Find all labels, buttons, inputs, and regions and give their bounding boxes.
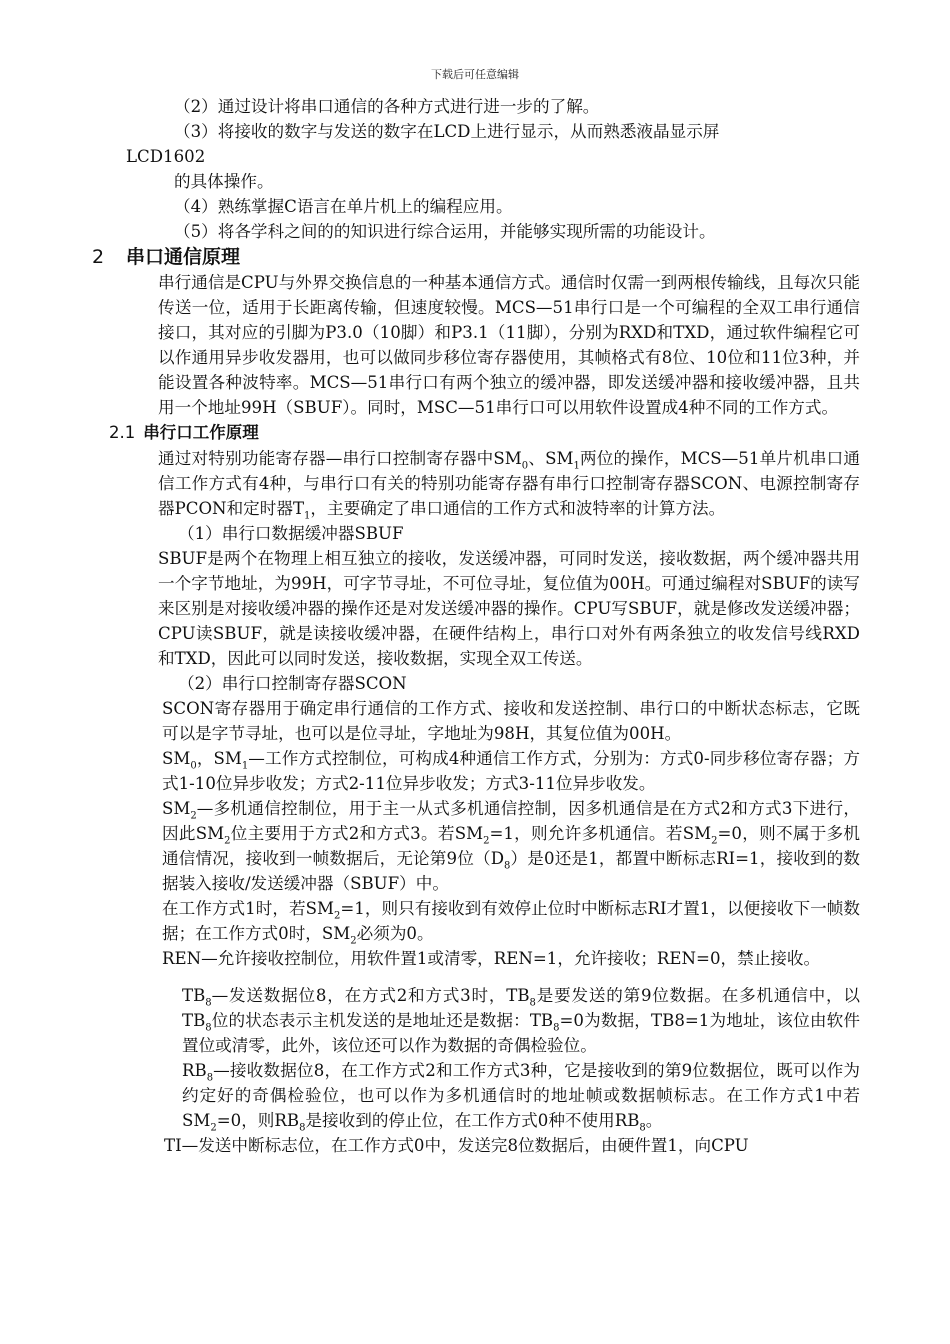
sbuf-paragraph: SBUF是两个在物理上相互独立的接收，发送缓冲器，可同时发送，接收数据，两个缓冲器共用一个字节地址，为99H，可字节寻址，不可位寻址，复位值为00H。可通过编程对SBUF的读写来区别是对接收缓冲器的操作还是对发送缓冲器的操作。CPU写SBUF，就是修改发送缓冲器； CPU读SBUF，就是读接收缓冲器，在硬件结构上，串行口对外有两条独立的收发信号线RXD和TXD，因此可以同时发送，接收数据，实现全双工传送。 [158,549,860,668]
ti-paragraph: TI—发送中断标志位，在工作方式0中，发送完8位数据后，由硬件置1，向CPU [164,1136,749,1155]
objective-item-2: （2）通过设计将串口通信的各种方式进行进一步的了解。 [174,97,600,116]
objective-item-5: （5）将各学科之间的的知识进行综合运用，并能够实现所需的功能设计。 [174,222,716,241]
subsection-number: 2.1 [109,423,136,442]
section-2-paragraph: 串行通信是CPU与外界交换信息的一种基本通信方式。通信时仅需一到两根传输线，且每次只能传送一位，适用于长距离传输，但速度较慢。MCS—51串行口是一个可编程的全双工串行通信接口，其对应的引脚为P3.0（10脚）和P3.1（11脚），分别为RXD和TXD，通过软件编程它可以作通用异步收发器用，也可以做同步移位寄存器使用，其帧格式有8位、10位和11位3种，并能设置各种波特率。MCS—51串行口有两个独立的缓冲器，即发送缓冲器和接收缓冲器，且共用一个地址99H（SBUF）。同时，MSC—51串行口可以用软件设置成4种不同的工作方式。 [158,273,860,417]
document-body [92,94,861,1158]
sm0-sm1-paragraph: $SM_0$，$SM_1—$工作方式控制位，可构成4种通信工作方式，分别为：方式0-同步移位寄存器；方式1-10位异步收发；方式2-11位异步收发；方式3-11位异步收发。 [162,749,860,793]
scon-paragraph: SCON寄存器用于确定串行通信的工作方式、接收和发送控制、串行口的中断状态标志，它既可以是字节寻址，也可以是位寻址，字地址为98H，其复位值为00H。 [162,699,860,743]
scon-heading: （2）串行口控制寄存器SCON [178,674,407,693]
section-number: 2 [92,246,105,268]
section-2-heading [92,244,860,270]
objective-item-3: （3）将接收的数字与发送的数字在LCD上进行显示，从而熟悉液晶显示屏 [174,122,720,141]
sm-intro-paragraph: 通过对特别功能寄存器—串行口控制寄存器中$SM_0$、$SM_1$两位的操作，MCS—51单片机串口通信工作方式有4种，与串行口有关的特别功能寄存器有串行口控制寄存器SCON、电源控制寄存器PCON和定时器$T_1$，主要确定了串口通信的工作方式和波特率的计算方法。 [158,449,861,522]
sm2-paragraph: $SM_2—$多机通信控制位，用于主一从式多机通信控制，因多机通信是在方式2和方式3下进行，因此$SM_2$位主要用于方式2和方式3。若$SM_2=1$，则允许多机通信。若$SM_2=0$，则不属于多机通信情况，接收到一帧数据后，无论第9位$(D_8)$是0还是1，都置中断标志RI=1，接收到的数据装入接收/发送缓冲器（SBUF）中。 [162,799,861,893]
page-header: 下载后可任意编辑 [431,68,519,81]
section-title: 串口通信原理 [126,246,241,268]
objective-item-3-cont: LCD1602 [126,147,206,166]
objective-item-4: （4）熟练掌握C语言在单片机上的编程应用。 [174,197,513,216]
rb8-paragraph: $RB_8—$接收数据位8，在工作方式2和工作方式3种，它是接收到的第9位数据位，既可以作为约定好的奇偶检验位，也可以作为多机通信时的地址帧或数据帧标志。在工作方式1中若$SM_2=0$，则$RB_8$是接收到的停止位，在工作方式0种不使用$RB_8$。 [182,1061,860,1134]
mode1-paragraph: 在工作方式1时，若$SM_2=1$，则只有接收到有效停止位时中断标志RI才置1，以便接收下一帧数据；在工作方式0时，$SM_2$必须为0。 [162,899,860,947]
objective-item-3-end: 的具体操作。 [174,172,274,191]
tb8-paragraph: $TB_8—$发送数据位8，在方式2和方式3时，$TB_8$是要发送的第9位数据。在多机通信中，以$TB_8$位的状态表示主机发送的是地址还是数据：$TB_8=0$为数据，TB8=1为地址，该位由软件置位或清零，此外，该位还可以作为数据的奇偶检验位。 [182,986,861,1055]
section-2-1-heading [109,420,860,446]
sbuf-heading: （1）串行口数据缓冲器SBUF [178,524,404,543]
ren-paragraph: REN—允许接收控制位，用软件置1或清零，REN=1，允许接收；REN=0，禁止接收。 [162,949,821,968]
subsection-title: 串行口工作原理 [143,423,259,442]
